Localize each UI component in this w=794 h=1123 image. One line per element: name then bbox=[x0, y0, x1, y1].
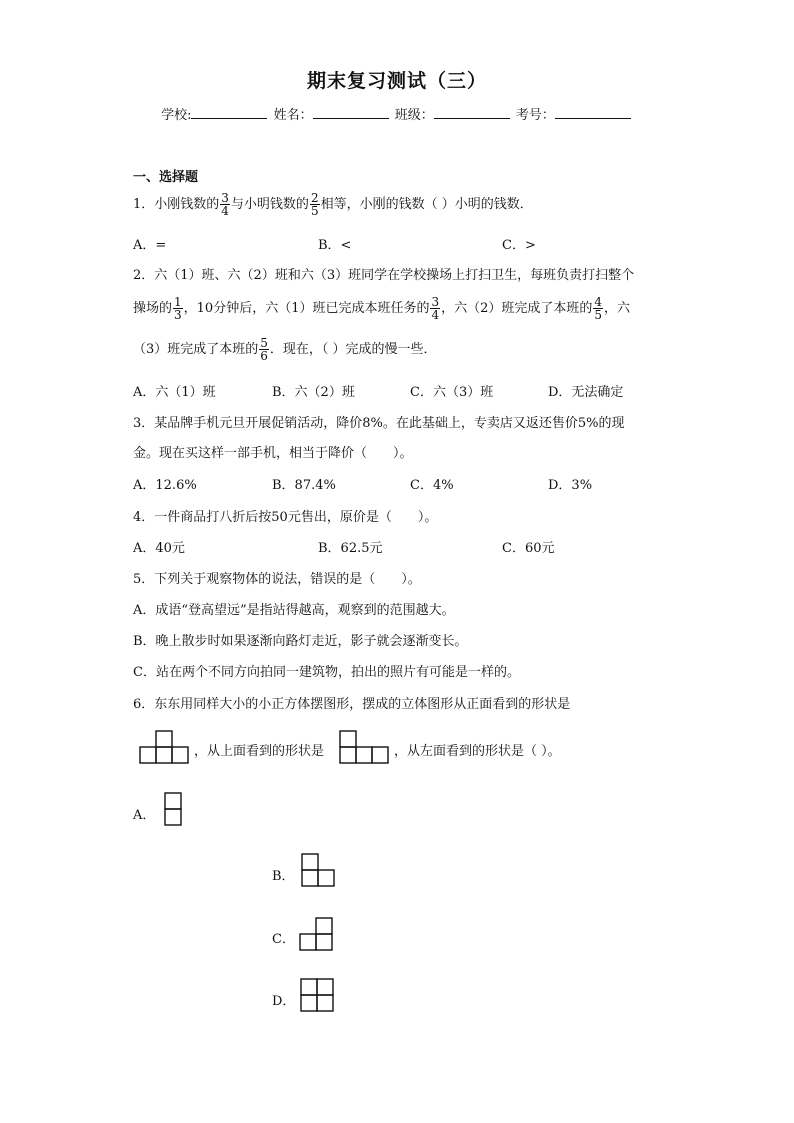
q2-fraction-3-den: 5 bbox=[594, 308, 603, 322]
top-view-cell bbox=[340, 747, 356, 763]
q2-fraction-1-num: 1 bbox=[174, 295, 182, 309]
q4-line-1: 4．一件商品打八折后按50元售出，原价是（ ）。 bbox=[133, 510, 438, 525]
option-c-cell bbox=[316, 918, 332, 934]
q2-text-c: ，六（2）班完成了本班的 bbox=[441, 301, 593, 316]
q2-line-3 bbox=[133, 337, 437, 362]
q3-option-c[interactable]: C．4% bbox=[410, 478, 454, 493]
name-blank[interactable] bbox=[313, 106, 389, 119]
option-d-cell bbox=[317, 979, 333, 995]
q2-text-d: ，六 bbox=[604, 301, 631, 316]
q2-fraction-2-den: 4 bbox=[431, 308, 440, 322]
q1-fraction-1-den: 4 bbox=[221, 204, 229, 218]
option-a-figure[interactable] bbox=[164, 792, 184, 828]
q6-text-a: ，从上面看到的形状是 bbox=[194, 744, 325, 759]
q6-option-b[interactable]: B． bbox=[272, 869, 295, 884]
q3-option-b[interactable]: B．87.4% bbox=[272, 478, 336, 493]
q3-option-d[interactable]: D．3% bbox=[548, 478, 593, 493]
q1-option-b[interactable]: B．< bbox=[318, 238, 352, 253]
top-view-cell bbox=[340, 731, 356, 747]
q3-line-2: 金。现在买这样一部手机，相当于降价（ ）。 bbox=[133, 446, 413, 461]
top-view-cell bbox=[372, 747, 388, 763]
question-1 bbox=[133, 192, 533, 217]
q2-fraction-3 bbox=[593, 296, 603, 321]
q1-fraction-2-den: 5 bbox=[310, 204, 319, 218]
option-b-cell bbox=[318, 870, 334, 886]
student-info-line bbox=[0, 104, 794, 123]
q2-fraction-1-den: 3 bbox=[174, 308, 182, 322]
exam-number-label: 考号： bbox=[515, 108, 555, 123]
class-label: 班级： bbox=[394, 108, 434, 123]
option-a-cell bbox=[165, 793, 181, 809]
q1-fraction-1 bbox=[220, 192, 230, 217]
top-view-figure bbox=[340, 730, 390, 766]
q1-option-c[interactable]: C．> bbox=[502, 238, 536, 253]
q4-option-a[interactable]: A．40元 bbox=[133, 541, 185, 556]
q3-line-1: 3．某品牌手机元旦开展促销活动，降价8%。在此基础上，专卖店又返还售价5%的现 bbox=[133, 416, 625, 431]
option-d-cell bbox=[301, 979, 317, 995]
school-blank[interactable] bbox=[191, 106, 267, 119]
class-blank[interactable] bbox=[434, 106, 510, 119]
page-title: 期末复习测试（三） bbox=[306, 70, 487, 92]
q1-text-2: 与小明钱数的 bbox=[230, 197, 309, 212]
option-d-cell bbox=[301, 995, 317, 1011]
option-b-cell bbox=[302, 854, 318, 870]
option-d-figure[interactable] bbox=[300, 978, 336, 1014]
option-d-cell bbox=[317, 995, 333, 1011]
option-a-cell bbox=[165, 809, 181, 825]
q2-fraction-4-den: 6 bbox=[260, 349, 268, 363]
front-view-cell bbox=[156, 747, 172, 763]
q5-line-1: 5．下列关于观察物体的说法，错误的是（ ）。 bbox=[133, 572, 421, 587]
q2-fraction-3-num: 4 bbox=[594, 295, 603, 309]
q2-fraction-1 bbox=[173, 296, 183, 321]
exam-number-blank[interactable] bbox=[555, 106, 631, 119]
q1-text-1: 1．小刚钱数的 bbox=[133, 197, 220, 212]
q2-option-c[interactable]: C．六（3）班 bbox=[410, 385, 494, 400]
front-view-figure bbox=[140, 730, 190, 766]
option-c-figure[interactable] bbox=[299, 917, 335, 953]
q4-option-b[interactable]: B．62.5元 bbox=[318, 541, 383, 556]
q4-option-c[interactable]: C．60元 bbox=[502, 541, 555, 556]
q1-text-3: 相等，小刚的钱数（ ）小明的钱数． bbox=[320, 197, 533, 212]
q2-line-2 bbox=[133, 296, 630, 321]
q1-option-a[interactable]: A．= bbox=[133, 238, 167, 253]
school-label: 学校: bbox=[161, 108, 192, 123]
front-view-cell bbox=[172, 747, 188, 763]
q6-text-b: ，从左面看到的形状是（ ）。 bbox=[394, 744, 561, 759]
q2-option-b[interactable]: B．六（2）班 bbox=[272, 385, 355, 400]
q2-line-1: 2．六（1）班、六（2）班和六（3）班同学在学校操场上打扫卫生，每班负责打扫整个 bbox=[133, 268, 635, 283]
q2-fraction-4 bbox=[259, 337, 269, 362]
option-c-cell bbox=[316, 934, 332, 950]
q2-fraction-2 bbox=[430, 296, 440, 321]
q1-fraction-2 bbox=[310, 192, 320, 217]
q6-option-d[interactable]: D． bbox=[272, 994, 296, 1009]
q2-text-f: ．现在，（ ）完成的慢一些． bbox=[269, 342, 437, 357]
option-b-figure[interactable] bbox=[301, 853, 337, 889]
q6-option-a[interactable]: A． bbox=[133, 808, 156, 823]
q6-option-c[interactable]: C． bbox=[272, 932, 295, 947]
option-b-cell bbox=[302, 870, 318, 886]
q2-text-e: （3）班完成了本班的 bbox=[133, 342, 259, 357]
q2-fraction-4-num: 5 bbox=[260, 336, 268, 350]
q6-line-1: 6．东东用同样大小的小正方体摆图形，摆成的立体图形从正面看到的形状是 bbox=[133, 697, 571, 712]
front-view-cell bbox=[140, 747, 156, 763]
front-view-cell bbox=[156, 731, 172, 747]
q2-option-d[interactable]: D．无法确定 bbox=[548, 385, 624, 400]
q2-option-a[interactable]: A．六（1）班 bbox=[133, 385, 216, 400]
top-view-cell bbox=[356, 747, 372, 763]
q2-fraction-2-num: 3 bbox=[431, 295, 440, 309]
q5-option-b[interactable]: B．晚上散步时如果逐渐向路灯走近，影子就会逐渐变长。 bbox=[133, 634, 468, 649]
section-title: 一、选择题 bbox=[133, 170, 199, 185]
q2-text-a: 操场的 bbox=[133, 301, 173, 316]
q5-option-c[interactable]: C．站在两个不同方向拍同一建筑物，拍出的照片有可能是一样的。 bbox=[133, 665, 520, 680]
q1-fraction-2-num: 2 bbox=[310, 191, 319, 205]
q1-fraction-1-num: 3 bbox=[221, 191, 229, 205]
option-c-cell bbox=[300, 934, 316, 950]
q5-option-a[interactable]: A．成语“登高望远”是指站得越高，观察到的范围越大。 bbox=[133, 603, 455, 618]
q3-option-a[interactable]: A．12.6% bbox=[133, 478, 197, 493]
name-label: 姓名： bbox=[273, 108, 313, 123]
q2-text-b: ，10分钟后，六（1）班已完成本班任务的 bbox=[183, 301, 430, 316]
